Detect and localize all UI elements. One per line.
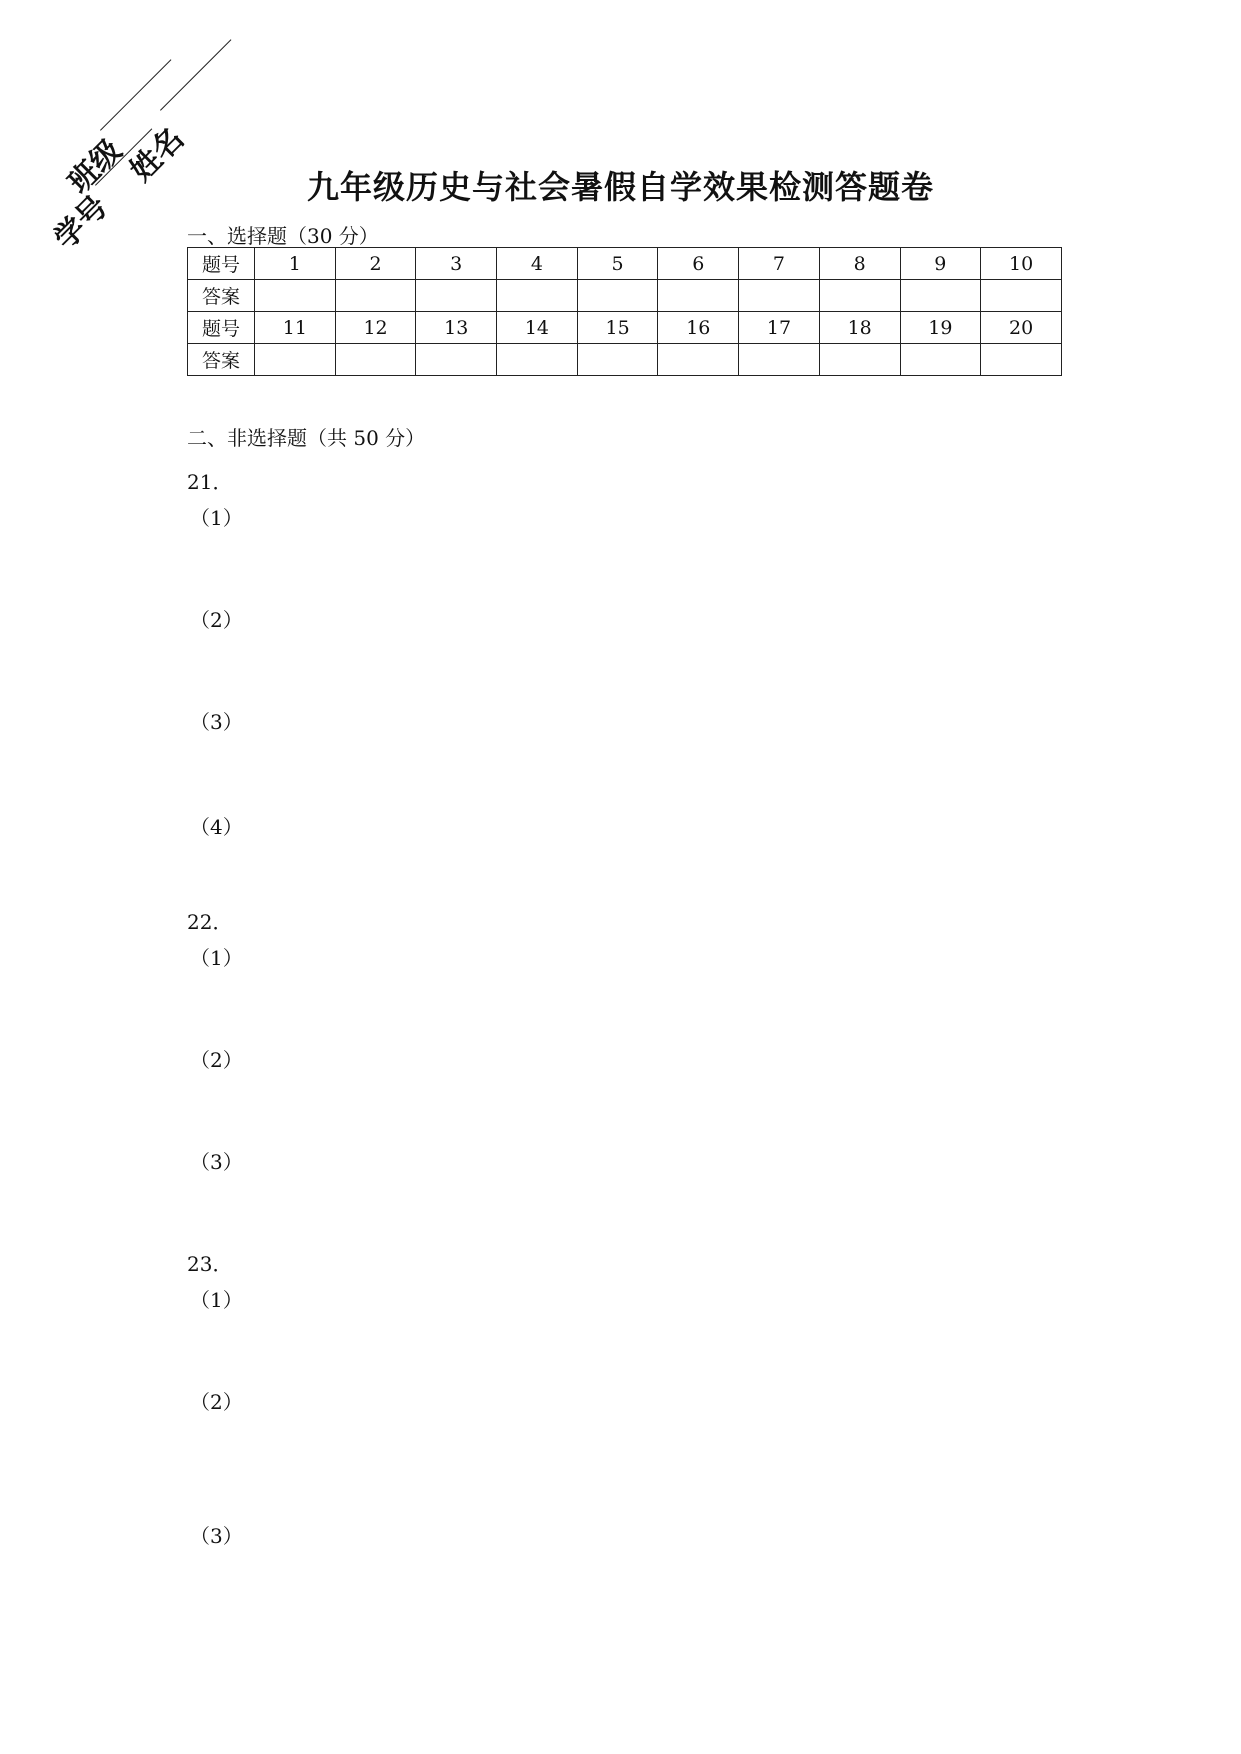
question-number-cell: 15	[577, 312, 658, 344]
answer-cell[interactable]	[981, 280, 1062, 312]
answer-cell[interactable]	[255, 280, 336, 312]
question-number-cell: 13	[416, 312, 497, 344]
answer-cell[interactable]	[335, 344, 416, 376]
answer-cell[interactable]	[416, 280, 497, 312]
question-number-cell: 5	[577, 248, 658, 280]
question-23-part-2: （2）	[190, 1390, 243, 1414]
row-header-number: 题号	[188, 312, 255, 344]
question-23-part-3: （3）	[190, 1524, 243, 1548]
question-number-cell: 3	[416, 248, 497, 280]
row-header-number: 题号	[188, 248, 255, 280]
question-22-part-3: （3）	[190, 1150, 243, 1174]
question-21-part-2: （2）	[190, 608, 243, 632]
question-21-part-1: （1）	[190, 506, 243, 530]
section2-heading: 二、非选择题（共 50 分）	[187, 426, 426, 450]
question-number-cell: 18	[819, 312, 900, 344]
question-23-part-1: （1）	[190, 1288, 243, 1312]
answer-cell[interactable]	[577, 344, 658, 376]
question-number-cell: 17	[739, 312, 820, 344]
answer-cell[interactable]	[819, 280, 900, 312]
row-header-answer: 答案	[188, 280, 255, 312]
answer-cell[interactable]	[335, 280, 416, 312]
question-number-cell: 14	[497, 312, 578, 344]
name-label: 姓名	[123, 121, 191, 189]
question-number-cell: 20	[981, 312, 1062, 344]
question-number-cell: 10	[981, 248, 1062, 280]
question-number-cell: 16	[658, 312, 739, 344]
question-21-part-3: （3）	[190, 710, 243, 734]
question-23-number: 23．	[187, 1252, 233, 1276]
page-title: 九年级历史与社会暑假自学效果检测答题卷	[306, 168, 934, 206]
table-row	[188, 344, 1062, 376]
question-22-number: 22．	[187, 910, 233, 934]
answer-cell[interactable]	[497, 344, 578, 376]
answer-cell[interactable]	[658, 280, 739, 312]
question-number-cell: 4	[497, 248, 578, 280]
question-number-cell: 2	[335, 248, 416, 280]
answer-cell[interactable]	[900, 344, 981, 376]
question-number-cell: 12	[335, 312, 416, 344]
row-header-answer: 答案	[188, 344, 255, 376]
section1-heading: 一、选择题（30 分）	[187, 224, 379, 248]
table-row	[188, 312, 1062, 344]
answer-cell[interactable]	[739, 344, 820, 376]
student-id-label: 学号	[47, 189, 115, 257]
question-number-cell: 1	[255, 248, 336, 280]
question-number-cell: 6	[658, 248, 739, 280]
question-22-part-1: （1）	[190, 946, 243, 970]
answer-cell[interactable]	[577, 280, 658, 312]
question-21-part-4: （4）	[190, 815, 243, 839]
question-number-cell: 9	[900, 248, 981, 280]
answer-cell[interactable]	[497, 280, 578, 312]
answer-table	[187, 247, 1062, 376]
question-number-cell: 7	[739, 248, 820, 280]
name-blank-line	[160, 39, 231, 110]
question-number-cell: 11	[255, 312, 336, 344]
question-22-part-2: （2）	[190, 1048, 243, 1072]
class-label: 班级	[61, 133, 129, 201]
question-number-cell: 19	[900, 312, 981, 344]
table-row	[188, 248, 1062, 280]
answer-cell[interactable]	[658, 344, 739, 376]
answer-cell[interactable]	[981, 344, 1062, 376]
question-21-number: 21．	[187, 470, 233, 494]
answer-cell[interactable]	[255, 344, 336, 376]
table-row	[188, 280, 1062, 312]
question-number-cell: 8	[819, 248, 900, 280]
answer-cell[interactable]	[900, 280, 981, 312]
answer-cell[interactable]	[416, 344, 497, 376]
answer-cell[interactable]	[819, 344, 900, 376]
answer-cell[interactable]	[739, 280, 820, 312]
